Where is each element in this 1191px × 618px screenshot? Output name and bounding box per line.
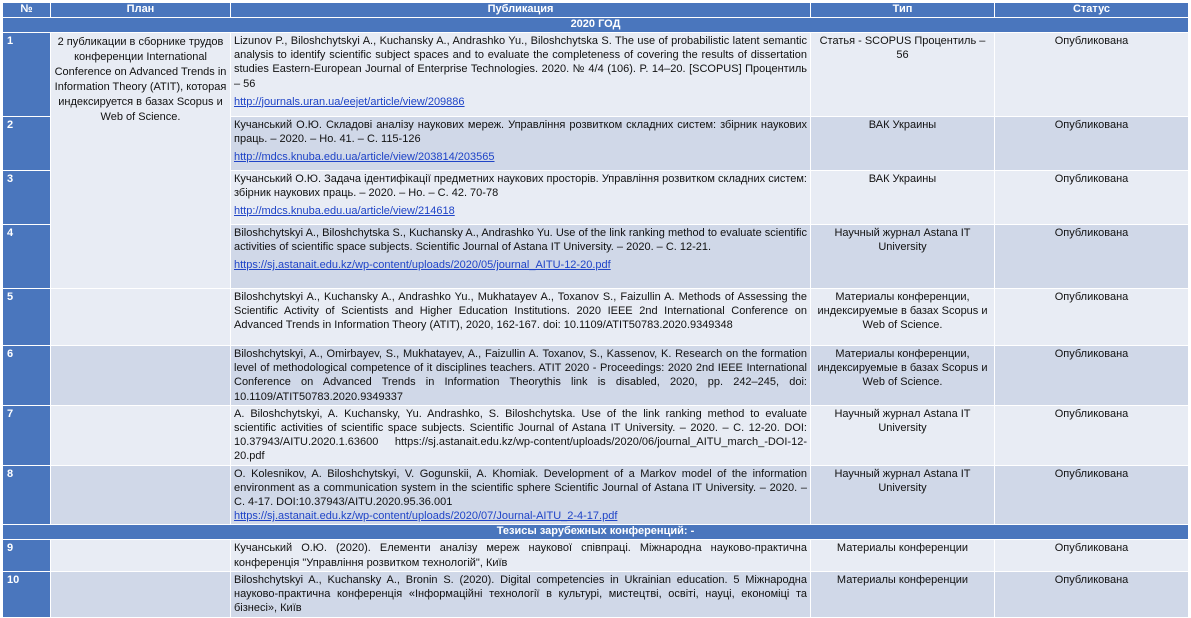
plan-cell-empty bbox=[51, 540, 231, 571]
publication-cell bbox=[231, 346, 811, 406]
section-title-theses: Тезисы зарубежных конференций: - bbox=[3, 525, 1189, 540]
status-cell: Опубликована bbox=[995, 289, 1189, 346]
table-row bbox=[3, 33, 1189, 117]
table-row bbox=[3, 289, 1189, 346]
publication-link[interactable]: http://mdcs.knuba.edu.ua/article/view/203814/203565 bbox=[234, 151, 495, 164]
publication-text: Кучанський О.Ю. Задача ідентифікації предметних наукових просторів. Управління розвитком складних систем: збірник наукових праць. – 2020. – Но. – С. 42. 70-78 bbox=[234, 173, 807, 200]
publication-text: O. Kolesnikov, A. Biloshchytskyi, V. Gogunskii, A. Khomiak. Development of a Markov model of the information environment as a communication system in the scientific sphere Scientific Journal of Astana IT University. – 2020. – С. 4-17. DOI:10.37943/AITU.2020.95.36.001 bbox=[234, 467, 807, 509]
publication-cell bbox=[231, 117, 811, 171]
status-cell: Опубликована bbox=[995, 117, 1189, 171]
header-status: Статус bbox=[995, 3, 1189, 18]
row-number: 9 bbox=[3, 540, 51, 571]
row-number: 1 bbox=[3, 33, 51, 117]
plan-cell-empty bbox=[51, 289, 231, 346]
status-cell: Опубликована bbox=[995, 540, 1189, 571]
type-cell: Научный журнал Astana IT University bbox=[811, 405, 995, 465]
header-num: № bbox=[3, 3, 51, 18]
publication-cell bbox=[231, 225, 811, 289]
publication-text: Biloshchytskyi A., Biloshchytska S., Kuchansky A., Andrashko Yu. Use of the link ranking method to evaluate scientific activities of scientific space subjects. Scientific Journal of Astana IT University. – 2020. – С. 12-21. bbox=[234, 227, 807, 254]
status-cell: Опубликована bbox=[995, 171, 1189, 225]
table-row bbox=[3, 405, 1189, 465]
publications-table bbox=[2, 2, 1189, 618]
type-cell: Статья - SCOPUS Процентиль – 56 bbox=[811, 33, 995, 117]
publication-link[interactable]: http://mdcs.knuba.edu.ua/article/view/214618 bbox=[234, 205, 455, 218]
publication-cell bbox=[231, 289, 811, 346]
row-number: 10 bbox=[3, 571, 51, 617]
row-number: 3 bbox=[3, 171, 51, 225]
type-cell: ВАК Украины bbox=[811, 171, 995, 225]
publication-cell bbox=[231, 465, 811, 525]
table-row bbox=[3, 346, 1189, 406]
type-cell: Научный журнал Astana IT University bbox=[811, 465, 995, 525]
publication-link[interactable]: https://sj.astanait.edu.kz/wp-content/uploads/2020/07/Journal-AITU_2-4-17.pdf bbox=[234, 510, 618, 523]
publication-cell bbox=[231, 33, 811, 117]
row-number: 8 bbox=[3, 465, 51, 525]
publication-link[interactable]: https://sj.astanait.edu.kz/wp-content/uploads/2020/05/journal_AITU-12-20.pdf bbox=[234, 259, 611, 272]
header-plan: План bbox=[51, 3, 231, 18]
plan-cell-empty bbox=[51, 405, 231, 465]
section-row-theses bbox=[3, 525, 1189, 540]
publication-cell bbox=[231, 405, 811, 465]
table-row bbox=[3, 465, 1189, 525]
plan-cell-empty bbox=[51, 465, 231, 525]
row-number: 2 bbox=[3, 117, 51, 171]
status-cell: Опубликована bbox=[995, 346, 1189, 406]
header-type: Тип bbox=[811, 3, 995, 18]
type-cell: ВАК Украины bbox=[811, 117, 995, 171]
status-cell: Опубликована bbox=[995, 465, 1189, 525]
publication-text: Кучанський О.Ю. (2020). Елементи аналізу мереж наукової співпраці. Міжнародна науково-практична конференція "Управління розвитком технологій", Київ bbox=[234, 542, 807, 569]
status-cell: Опубликована bbox=[995, 33, 1189, 117]
publication-text: Biloshchytskyi A., Kuchansky A., Andrashko Yu., Mukhatayev A., Toxanov S., Faizullin A. Methods of Assessing the Scientific Activity of Scientists and Higher Education Institutions. 2020 IEEE 2nd International Conference on Advanced Trends in Information Theory (ATIT), 2020, 162-167. doi: 10.1109/ATIT50783.2020.9349348 bbox=[234, 291, 807, 332]
type-cell: Материалы конференции bbox=[811, 540, 995, 571]
plan-cell-empty bbox=[51, 571, 231, 617]
table-row bbox=[3, 540, 1189, 571]
publication-text: Lizunov P., Biloshchytskyi A., Kuchansky A., Andrashko Yu., Biloshchytska S. The use of probabilistic latent semantic analysis to identify scientific subject spaces and to evaluate the completeness of covering the results of dissertation studies Eastern-European Journal of Enterprise Technologies. 2020. № 4/4 (106). P. 14–20. [SCOPUS] Процентиль – 56 bbox=[234, 35, 807, 90]
type-cell: Материалы конференции, индексируемые в базах Scopus и Web of Science. bbox=[811, 289, 995, 346]
row-number: 5 bbox=[3, 289, 51, 346]
plan-cell: 2 публикации в сборнике трудов конференции International Conference on Advanced Trends in Information Theory (ATIT), которая индексируется в базах Scopus и Web of Science. bbox=[51, 33, 231, 289]
type-cell: Материалы конференции bbox=[811, 571, 995, 617]
type-cell: Материалы конференции, индексируемые в базах Scopus и Web of Science. bbox=[811, 346, 995, 406]
publication-cell bbox=[231, 571, 811, 617]
row-number: 4 bbox=[3, 225, 51, 289]
plan-cell-empty bbox=[51, 346, 231, 406]
header-publication: Публикация bbox=[231, 3, 811, 18]
publication-text: A. Biloshchytskyi, A. Kuchansky, Yu. Andrashko, S. Biloshchytska. Use of the link ranking method to evaluate scientific activities of scientific space subjects. Scientific Journal of Astana IT University. – 2020. – С. 12-20. DOI: 10.37943/AITU.2020.1.63600 https://sj.astanait.edu.kz/wp-content/uploads/2020/06/journal_AITU_march_-DOI-12-20.pdf bbox=[234, 407, 807, 463]
publication-text: Кучанський О.Ю. Складові аналізу наукових мереж. Управління розвитком складних систем: збірник наукових праць. – 2020. – Но. 41. – С. 115-126 bbox=[234, 119, 807, 146]
status-cell: Опубликована bbox=[995, 225, 1189, 289]
publication-link[interactable]: http://journals.uran.ua/eejet/article/view/209886 bbox=[234, 95, 465, 108]
section-row-2020 bbox=[3, 18, 1189, 33]
status-cell: Опубликована bbox=[995, 571, 1189, 617]
publication-text: Biloshchytskyi A., Kuchansky A., Bronin S. (2020). Digital competencies in Ukrainian education. 5 Міжнародна науково-практична конференція «Інформаційні технології в культурі, мистецтві, освіті, науці, економіці та бізнесі», Київ bbox=[234, 573, 807, 615]
status-cell: Опубликована bbox=[995, 405, 1189, 465]
publication-cell bbox=[231, 540, 811, 571]
publication-cell bbox=[231, 171, 811, 225]
table-row bbox=[3, 571, 1189, 617]
table-header-row bbox=[3, 3, 1189, 18]
publication-text: Biloshchytskyi, A., Omirbayev, S., Mukhatayev, A., Faizullin A. Toxanov, S., Kassenov, K. Research on the formation level of methodological competence of it disciplines teachers. ATIT 2020 - Proceedings: 2020 2nd IEEE International Conference on Advanced Trends in Information Theorythis link is disabled, 2020, pp. 242–245, doi: 10.1109/ATIT50783.2020.9349337 bbox=[234, 348, 807, 403]
section-title-2020: 2020 ГОД bbox=[3, 18, 1189, 33]
row-number: 7 bbox=[3, 405, 51, 465]
type-cell: Научный журнал Astana IT University bbox=[811, 225, 995, 289]
row-number: 6 bbox=[3, 346, 51, 406]
